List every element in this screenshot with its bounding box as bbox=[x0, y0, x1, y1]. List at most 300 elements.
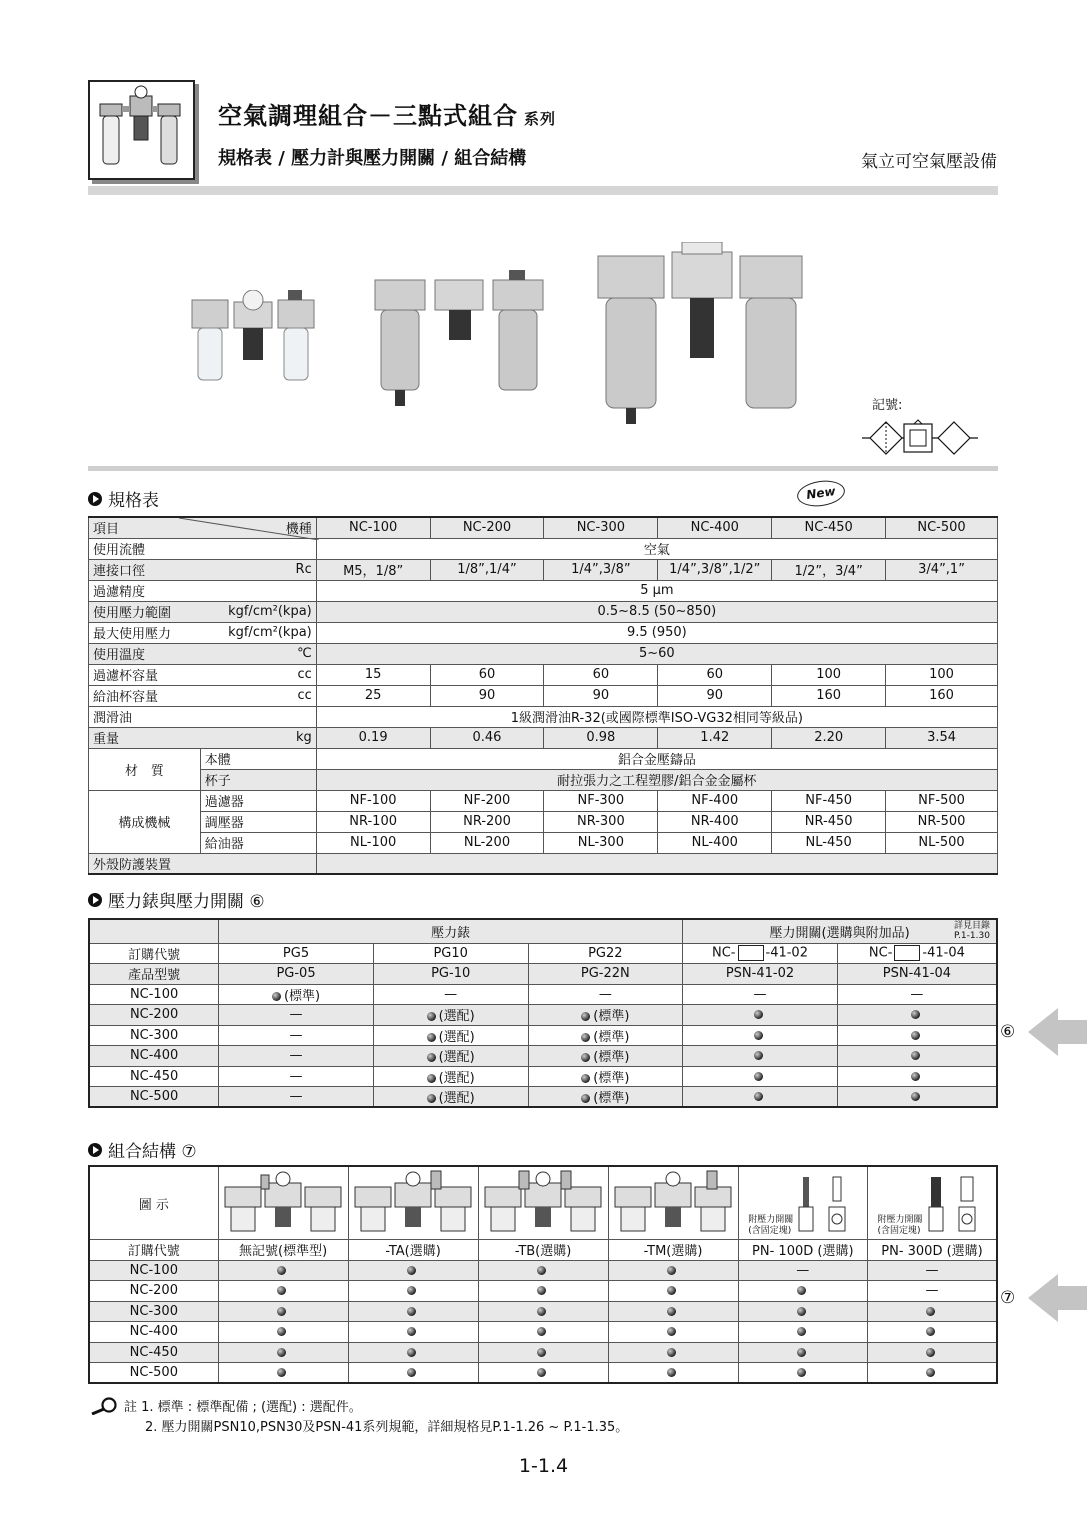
table-row bbox=[89, 811, 998, 832]
cell bbox=[218, 1322, 348, 1343]
frl-symbol-icon bbox=[860, 418, 980, 458]
cell bbox=[738, 1363, 867, 1384]
cell bbox=[738, 1281, 867, 1302]
cell: NL-300 bbox=[544, 832, 658, 853]
row-unit: ℃ bbox=[200, 643, 316, 664]
cell bbox=[868, 1363, 998, 1384]
cell bbox=[683, 943, 838, 964]
cell bbox=[683, 1087, 838, 1108]
cell: -TA(選購) bbox=[348, 1240, 478, 1261]
dot-icon bbox=[926, 1307, 935, 1316]
cell bbox=[348, 1281, 478, 1302]
cell bbox=[218, 1363, 348, 1384]
dot-icon bbox=[926, 1368, 935, 1377]
row-value: 鋁合金壓鑄品 bbox=[316, 748, 997, 769]
cell bbox=[373, 1046, 528, 1067]
cell: PSN-41-02 bbox=[683, 964, 838, 985]
dot-icon bbox=[911, 1031, 920, 1040]
combo-picture bbox=[348, 1166, 478, 1240]
cell bbox=[683, 1025, 838, 1046]
table-row bbox=[89, 1240, 997, 1261]
cell bbox=[608, 1281, 738, 1302]
dot-icon bbox=[667, 1307, 676, 1316]
code-suffix: -41-04 bbox=[922, 945, 965, 961]
table-row bbox=[89, 1322, 997, 1343]
dot-icon bbox=[754, 1031, 763, 1040]
cell bbox=[373, 1066, 528, 1087]
dot-icon bbox=[277, 1266, 286, 1275]
cell bbox=[528, 1025, 683, 1046]
dot-icon bbox=[667, 1368, 676, 1377]
row-label: 使用壓力範圍 bbox=[89, 601, 201, 622]
cell: PG-10 bbox=[373, 964, 528, 985]
row-label: NC-100 bbox=[89, 984, 219, 1005]
cell: 1/2”，3/4” bbox=[772, 559, 886, 580]
row-label: NC-300 bbox=[89, 1301, 218, 1322]
cell bbox=[837, 1025, 997, 1046]
cell bbox=[608, 1363, 738, 1384]
table-row bbox=[89, 643, 998, 664]
table-row bbox=[89, 943, 997, 964]
bullet-icon bbox=[88, 1143, 102, 1157]
cell bbox=[608, 1322, 738, 1343]
ps-note bbox=[748, 1215, 793, 1237]
table-row bbox=[89, 748, 998, 769]
row-label: 產品型號 bbox=[89, 964, 219, 985]
row-label: NC-400 bbox=[89, 1322, 218, 1343]
table-row bbox=[89, 580, 998, 601]
dot-icon bbox=[581, 1033, 590, 1042]
pressure-switch-icon bbox=[923, 1173, 987, 1237]
cell bbox=[348, 1301, 478, 1322]
cell-text: (選配) bbox=[438, 1050, 475, 1066]
cell: — bbox=[837, 984, 997, 1005]
page-subtitle: 規格表 / 壓力計與壓力開關 / 組合結構 bbox=[218, 148, 527, 169]
gauge-heading bbox=[88, 887, 265, 912]
note-1 bbox=[90, 1396, 362, 1415]
dot-icon bbox=[754, 1072, 763, 1081]
cell: 0.19 bbox=[316, 727, 430, 748]
row-label: 最大使用壓力 bbox=[89, 622, 201, 643]
cell-text: (選配) bbox=[438, 1070, 475, 1086]
dot-icon bbox=[797, 1368, 806, 1377]
row-label: NC-500 bbox=[89, 1087, 219, 1108]
dot-icon bbox=[581, 1012, 590, 1021]
combo-picture bbox=[478, 1166, 608, 1240]
cell: NL-500 bbox=[886, 832, 998, 853]
ps-note bbox=[877, 1215, 922, 1237]
spec-heading-text: 規格表 bbox=[108, 491, 159, 511]
combo-picture bbox=[608, 1166, 738, 1240]
dot-icon bbox=[427, 1033, 436, 1042]
row-unit: kg bbox=[200, 727, 316, 748]
cell bbox=[837, 943, 997, 964]
row-label: 給油杯容量 bbox=[89, 685, 201, 706]
frl-combo-ta-icon bbox=[351, 1169, 475, 1233]
cell: PG-05 bbox=[219, 964, 374, 985]
frl-combo-icon bbox=[221, 1169, 345, 1233]
dot-icon bbox=[581, 1094, 590, 1103]
cell: — bbox=[219, 1025, 374, 1046]
combo-picture bbox=[738, 1166, 867, 1240]
cell: PN- 100D (選購) bbox=[738, 1240, 867, 1261]
corner-cell bbox=[89, 919, 219, 943]
combo-heading-text: 組合結構 ⑦ bbox=[108, 1142, 197, 1162]
model-header: NC-300 bbox=[544, 517, 658, 538]
dot-icon bbox=[537, 1327, 546, 1336]
cell: 3/4”,1” bbox=[886, 559, 998, 580]
cell bbox=[478, 1322, 608, 1343]
table-row bbox=[89, 984, 997, 1005]
ps-note-text: 附壓力開關 bbox=[748, 1215, 794, 1225]
switch-header-text: 壓力開關(選購與附加品) bbox=[769, 925, 910, 941]
cell bbox=[348, 1260, 478, 1281]
cell bbox=[738, 1322, 867, 1343]
cell bbox=[683, 1066, 838, 1087]
row-label: 構成機械 bbox=[89, 790, 201, 853]
dot-icon bbox=[407, 1286, 416, 1295]
magnifier-icon bbox=[90, 1397, 118, 1415]
cell: NR-300 bbox=[544, 811, 658, 832]
cell: NF-450 bbox=[772, 790, 886, 811]
row-value: 耐拉張力之工程塑膠/鋁合金金屬杯 bbox=[316, 769, 997, 790]
table-row bbox=[89, 919, 997, 943]
cell: PG5 bbox=[219, 943, 374, 964]
dot-icon bbox=[926, 1327, 935, 1336]
cell: 1/4”,3/8” bbox=[544, 559, 658, 580]
row-label: 過濾精度 bbox=[89, 580, 317, 601]
cell: -TB(選購) bbox=[478, 1240, 608, 1261]
dot-icon bbox=[537, 1368, 546, 1377]
cell bbox=[868, 1342, 998, 1363]
dot-icon bbox=[537, 1266, 546, 1275]
dot-icon bbox=[407, 1307, 416, 1316]
table-row bbox=[89, 706, 998, 727]
cell bbox=[738, 1342, 867, 1363]
cell bbox=[528, 1087, 683, 1108]
row-label: NC-200 bbox=[89, 1281, 218, 1302]
cell: NR-100 bbox=[316, 811, 430, 832]
page-title bbox=[218, 96, 556, 131]
table-row bbox=[89, 622, 998, 643]
table-row bbox=[89, 1166, 997, 1240]
row-value bbox=[316, 853, 997, 874]
cell: 100 bbox=[886, 664, 998, 685]
dot-icon bbox=[754, 1092, 763, 1101]
dot-icon bbox=[667, 1266, 676, 1275]
cell-text: (標準) bbox=[593, 1029, 630, 1045]
dot-icon bbox=[797, 1286, 806, 1295]
gauge-group-header: 壓力錶 bbox=[219, 919, 683, 943]
row-label: NC-100 bbox=[89, 1260, 218, 1281]
cell: NF-400 bbox=[658, 790, 772, 811]
table-row bbox=[89, 964, 997, 985]
cell bbox=[478, 1260, 608, 1281]
cell: 60 bbox=[430, 664, 544, 685]
dot-icon bbox=[926, 1348, 935, 1357]
table-row bbox=[89, 685, 998, 706]
dot-icon bbox=[754, 1010, 763, 1019]
table-row bbox=[89, 559, 998, 580]
row-label: 訂購代號 bbox=[89, 943, 219, 964]
sub-label: 調壓器 bbox=[200, 811, 316, 832]
product-photo-large bbox=[596, 242, 806, 427]
ps-note-text: 附壓力開關 bbox=[877, 1215, 923, 1225]
cell bbox=[218, 1301, 348, 1322]
page-number: 1-1.4 bbox=[518, 1455, 569, 1477]
cell: — bbox=[528, 984, 683, 1005]
cell: NF-500 bbox=[886, 790, 998, 811]
cell-text: (標準) bbox=[283, 988, 321, 1004]
row-value: 0.5~8.5 (50~850) bbox=[316, 601, 997, 622]
dot-icon bbox=[277, 1327, 286, 1336]
cell: PN- 300D (選購) bbox=[868, 1240, 998, 1261]
cell: M5，1/8” bbox=[316, 559, 430, 580]
cell: 0.46 bbox=[430, 727, 544, 748]
cell: 160 bbox=[772, 685, 886, 706]
row-label: NC-450 bbox=[89, 1066, 219, 1087]
gauge-table bbox=[88, 918, 998, 1108]
note-2: 2. 壓力開關PSN10,PSN30及PSN-41系列規範，詳細規格見P.1-1.26 ~ P.1-1.35。 bbox=[145, 1420, 629, 1435]
table-row bbox=[89, 1342, 997, 1363]
row-unit: cc bbox=[200, 685, 316, 706]
spec-table bbox=[88, 516, 998, 875]
cell-text: (標準) bbox=[593, 1091, 630, 1106]
cell: — bbox=[373, 984, 528, 1005]
row-value: 1級潤滑油R-32(或國際標準ISO-VG32相同等級品) bbox=[316, 706, 997, 727]
blank-box bbox=[894, 945, 920, 961]
sub-label: 過濾器 bbox=[200, 790, 316, 811]
cell-text: (標準) bbox=[593, 1070, 630, 1086]
cell: 25 bbox=[316, 685, 430, 706]
cell: NF-100 bbox=[316, 790, 430, 811]
cell bbox=[528, 1046, 683, 1067]
dot-icon bbox=[427, 1074, 436, 1083]
table-row bbox=[89, 1025, 997, 1046]
dot-icon bbox=[407, 1266, 416, 1275]
table-row bbox=[89, 727, 998, 748]
callout-number: ⑦ bbox=[1000, 1288, 1016, 1308]
diagonal-line bbox=[179, 518, 319, 540]
row-label: NC-400 bbox=[89, 1046, 219, 1067]
dot-icon bbox=[667, 1348, 676, 1357]
cell: 100 bbox=[772, 664, 886, 685]
row-unit: kgf/cm²(kpa) bbox=[200, 622, 316, 643]
cell bbox=[348, 1322, 478, 1343]
cell: 90 bbox=[430, 685, 544, 706]
dot-icon bbox=[797, 1348, 806, 1357]
cell: — bbox=[219, 1046, 374, 1067]
cell bbox=[608, 1342, 738, 1363]
table-row bbox=[89, 769, 998, 790]
cell: 1.42 bbox=[658, 727, 772, 748]
combo-table bbox=[88, 1165, 998, 1384]
dot-icon bbox=[272, 992, 281, 1001]
ref-page-text: P.1-1.30 bbox=[954, 931, 990, 941]
cell bbox=[837, 1005, 997, 1026]
cell: PG10 bbox=[373, 943, 528, 964]
cell bbox=[348, 1363, 478, 1384]
row-unit: cc bbox=[200, 664, 316, 685]
pressure-switch-icon bbox=[793, 1173, 857, 1237]
ps-note-sub: (含固定塊) bbox=[877, 1226, 921, 1236]
dot-icon bbox=[797, 1327, 806, 1336]
product-photo-small bbox=[188, 290, 318, 400]
cell: -TM(選購) bbox=[608, 1240, 738, 1261]
model-header: NC-500 bbox=[886, 517, 998, 538]
row-label: 使用流體 bbox=[89, 538, 317, 559]
item-label-text: 項目 bbox=[93, 522, 120, 538]
cell: 160 bbox=[886, 685, 998, 706]
cell: NL-200 bbox=[430, 832, 544, 853]
cell: 90 bbox=[658, 685, 772, 706]
row-label: 訂購代號 bbox=[89, 1240, 218, 1261]
ref-note bbox=[954, 921, 990, 941]
dot-icon bbox=[277, 1348, 286, 1357]
row-label: 外殼防護裝置 bbox=[89, 853, 317, 874]
model-header: NC-200 bbox=[430, 517, 544, 538]
cell bbox=[373, 1005, 528, 1026]
dot-icon bbox=[277, 1368, 286, 1377]
frl-combo-tm-icon bbox=[611, 1169, 735, 1233]
cell bbox=[837, 1046, 997, 1067]
cell bbox=[528, 1005, 683, 1026]
product-photos bbox=[88, 230, 868, 430]
sub-label: 杯子 bbox=[200, 769, 316, 790]
switch-group-header bbox=[683, 919, 997, 943]
header-logo bbox=[88, 80, 195, 180]
cell: 90 bbox=[544, 685, 658, 706]
row-label: 重量 bbox=[89, 727, 201, 748]
row-label: 材 質 bbox=[89, 748, 201, 790]
cell: — bbox=[868, 1281, 998, 1302]
dot-icon bbox=[797, 1307, 806, 1316]
cell: — bbox=[868, 1260, 998, 1281]
table-row bbox=[89, 853, 998, 874]
header-divider bbox=[88, 186, 998, 195]
cell: PSN-41-04 bbox=[837, 964, 997, 985]
model-header: NC-450 bbox=[772, 517, 886, 538]
row-value: 空氣 bbox=[316, 538, 997, 559]
cell: 3.54 bbox=[886, 727, 998, 748]
table-row bbox=[89, 1363, 997, 1384]
dot-icon bbox=[911, 1072, 920, 1081]
dot-icon bbox=[581, 1074, 590, 1083]
row-unit: Rc bbox=[200, 559, 316, 580]
dot-icon bbox=[911, 1010, 920, 1019]
cell bbox=[528, 1066, 683, 1087]
cell: — bbox=[219, 1005, 374, 1026]
cell: 60 bbox=[544, 664, 658, 685]
cell: — bbox=[219, 1066, 374, 1087]
cell bbox=[837, 1066, 997, 1087]
dot-icon bbox=[537, 1307, 546, 1316]
dot-icon bbox=[407, 1327, 416, 1336]
cell bbox=[683, 1005, 838, 1026]
cell: NR-500 bbox=[886, 811, 998, 832]
table-row bbox=[89, 832, 998, 853]
cell: NR-450 bbox=[772, 811, 886, 832]
cell bbox=[608, 1260, 738, 1281]
cell bbox=[738, 1301, 867, 1322]
dot-icon bbox=[667, 1286, 676, 1295]
model-header: NC-400 bbox=[658, 517, 772, 538]
table-row bbox=[89, 517, 998, 538]
dot-icon bbox=[537, 1348, 546, 1357]
row-label: 潤滑油 bbox=[89, 706, 317, 727]
dot-icon bbox=[911, 1051, 920, 1060]
cell bbox=[373, 1025, 528, 1046]
model-label: 機種 bbox=[200, 517, 316, 538]
cell-text: (選配) bbox=[438, 1029, 475, 1045]
table-row bbox=[89, 1087, 997, 1108]
cell: — bbox=[738, 1260, 867, 1281]
cell bbox=[373, 1087, 528, 1108]
dot-icon bbox=[911, 1092, 920, 1101]
dot-icon bbox=[537, 1286, 546, 1295]
symbol-label: 記號: bbox=[872, 398, 903, 413]
cell: 1/4”,3/8”,1/2” bbox=[658, 559, 772, 580]
code-prefix: NC- bbox=[868, 945, 893, 961]
cell: 60 bbox=[658, 664, 772, 685]
cell: NL-450 bbox=[772, 832, 886, 853]
combo-picture bbox=[218, 1166, 348, 1240]
table-row bbox=[89, 1260, 997, 1281]
section-divider bbox=[88, 466, 998, 471]
cell-text: (選配) bbox=[438, 1009, 475, 1025]
cell bbox=[348, 1342, 478, 1363]
gauge-heading-text: 壓力錶與壓力開關 ⑥ bbox=[108, 892, 265, 912]
dot-icon bbox=[407, 1368, 416, 1377]
row-value: 9.5 (950) bbox=[316, 622, 997, 643]
callout-6 bbox=[1000, 1006, 1087, 1062]
table-row bbox=[89, 1281, 997, 1302]
cell: NF-300 bbox=[544, 790, 658, 811]
cell bbox=[218, 1281, 348, 1302]
combo-heading bbox=[88, 1137, 197, 1162]
table-row bbox=[89, 538, 998, 559]
cell: 1/8”,1/4” bbox=[430, 559, 544, 580]
dot-icon bbox=[407, 1348, 416, 1357]
cell bbox=[478, 1301, 608, 1322]
cell: PG22 bbox=[528, 943, 683, 964]
row-label: 使用溫度 bbox=[89, 643, 201, 664]
table-row bbox=[89, 1005, 997, 1026]
row-label: NC-300 bbox=[89, 1025, 219, 1046]
title-suffix: 系列 bbox=[524, 110, 557, 128]
company-name: 氣立可空氣壓設備 bbox=[861, 152, 997, 172]
row-unit: kgf/cm²(kpa) bbox=[200, 601, 316, 622]
frl-unit-icon bbox=[90, 82, 193, 178]
title-text: 空氣調理組合－三點式組合 bbox=[218, 102, 518, 130]
cell bbox=[218, 1342, 348, 1363]
ref-note-text: 詳見目錄 bbox=[953, 921, 990, 931]
sub-label: 給油器 bbox=[200, 832, 316, 853]
new-badge: New bbox=[795, 478, 846, 509]
table-row bbox=[89, 601, 998, 622]
dot-icon bbox=[427, 1012, 436, 1021]
blank-box bbox=[738, 945, 764, 961]
bullet-icon bbox=[88, 492, 102, 506]
table-row bbox=[89, 1066, 997, 1087]
cell-text: (標準) bbox=[593, 1050, 630, 1066]
table-row bbox=[89, 1046, 997, 1067]
dot-icon bbox=[667, 1327, 676, 1336]
dot-icon bbox=[427, 1053, 436, 1062]
dot-icon bbox=[427, 1094, 436, 1103]
model-header: NC-100 bbox=[316, 517, 430, 538]
item-label bbox=[89, 517, 201, 538]
